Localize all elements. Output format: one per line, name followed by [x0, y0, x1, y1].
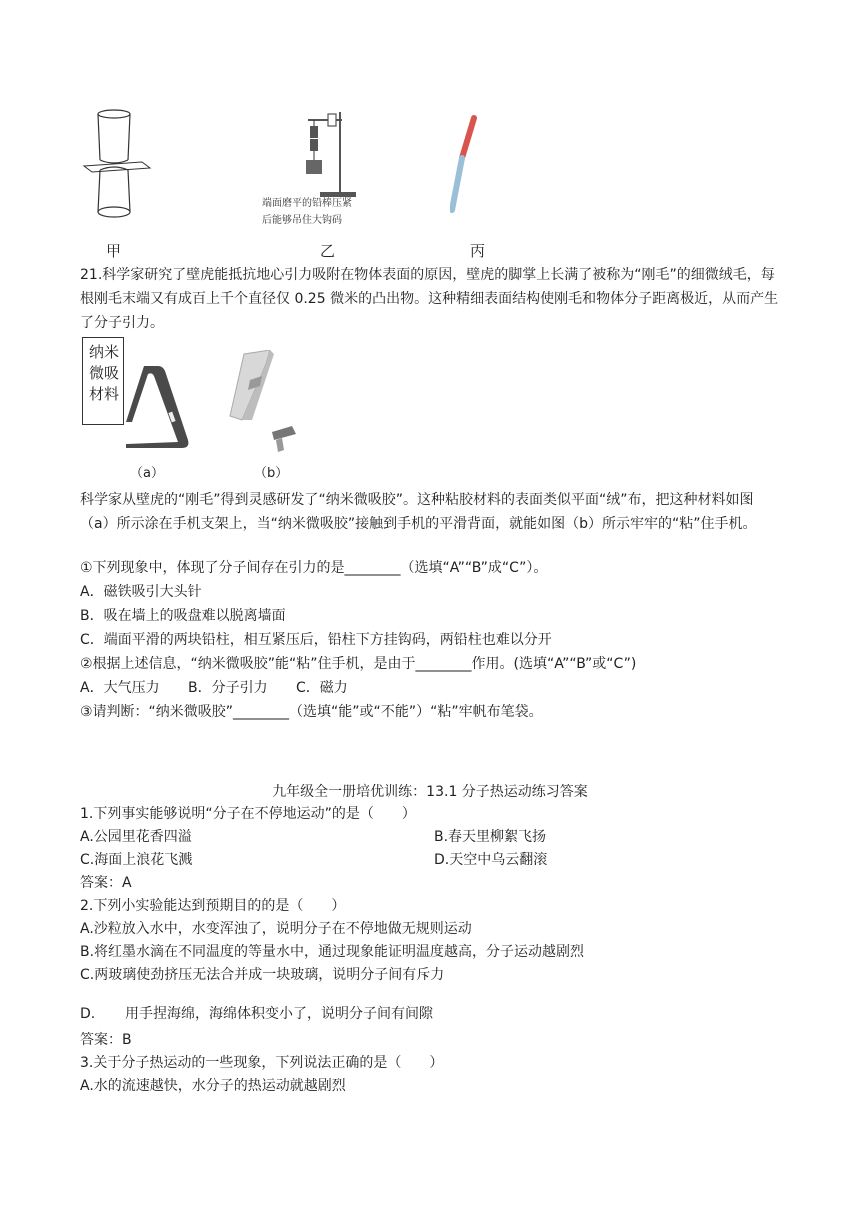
answer-q1-option-d: D.天空中乌云翻滚	[434, 852, 548, 868]
figure-yi-caption-2: 后能够吊住大钩码	[262, 215, 342, 226]
box-line-3: 材料	[89, 385, 120, 403]
q21-sub2-option-b: B．分子引力	[188, 680, 268, 696]
figure-yi-stand	[298, 110, 358, 198]
answer-q1-option-c: C.海面上浪花飞溅	[80, 852, 193, 868]
box-line-2: 微吸	[89, 364, 120, 382]
answer-q2-key: 答案：B	[80, 1032, 132, 1048]
figure-label-b: （b）	[254, 466, 289, 481]
answer-q2-option-d-letter: D.	[80, 1006, 96, 1022]
q21-sub2-option-c: C．磁力	[296, 680, 348, 696]
answer-q3-option-a: A.水的流速越快，水分子的热运动就越剧烈	[80, 1078, 346, 1094]
figure-yi-caption-1: 端面磨平的铅棒压紧	[262, 198, 352, 209]
answer-q2-option-a: A.沙粒放入水中，水变浑浊了，说明分子在不停地做无规则运动	[80, 921, 472, 937]
figure-a-phone-stand	[122, 362, 202, 454]
box-line-1: 纳米	[89, 343, 120, 361]
answer-q1-key: 答案：A	[80, 875, 132, 891]
answer-q3: 3.关于分子热运动的一些现象，下列说法正确的是（ ）	[80, 1055, 444, 1071]
q21-description: 科学家从壁虎的“刚毛”得到灵感研发了“纳米微吸胶”。这种粘胶材料的表面类似平面“绒”布，把这种材料如图（a）所示涂在手机支架上，当“纳米微吸胶”接触到手机的平滑背面，就能如图（b）所示牢牢的“粘”住手机。	[80, 492, 757, 532]
figure-label-bing: 丙	[470, 242, 486, 260]
answer-q2-option-b: B.将红墨水滴在不同温度的等量水中，通过现象能证明温度越高，分子运动越剧烈	[80, 944, 585, 960]
q21-sub1: ①下列现象中，体现了分子间存在引力的是________（选填“A”“B”成“C”）。	[80, 560, 548, 576]
figure-bing-rod	[450, 114, 490, 214]
answer-q2-option-c: C.两玻璃使劲挤压无法合并成一块玻璃，说明分子间有斥力	[80, 967, 445, 983]
q21-sub1-option-a: A．磁铁吸引大头针	[80, 584, 202, 600]
q21-sub3: ③请判断：“纳米微吸胶”________（选填“能”或“不能”）“粘”牢帆布笔袋。	[80, 704, 543, 720]
q21-sub2: ②根据上述信息，“纳米微吸胶”能“粘”住手机，是由于________作用。(选填“A”“B”或“C”)	[80, 656, 637, 672]
answer-q1-option-a: A.公园里花香四溢	[80, 829, 192, 845]
q21-sub1-option-c: C．端面平滑的两块铅柱，相互紧压后，铅柱下方挂钩码，两铅柱也难以分开	[80, 632, 552, 648]
nano-material-label-box	[82, 337, 124, 425]
figure-label-jia: 甲	[106, 242, 122, 260]
answer-q1: 1.下列事实能够说明“分子在不停地运动”的是（ ）	[80, 806, 416, 822]
figure-jia-cylinders	[82, 108, 152, 220]
figure-label-yi: 乙	[320, 242, 336, 260]
answer-q1-option-b: B.春天里柳絮飞扬	[434, 829, 547, 845]
figure-label-a: （a）	[130, 466, 164, 481]
answer-q2: 2.下列小实验能达到预期目的的是（ ）	[80, 898, 346, 914]
figure-b-phone-attached	[222, 350, 306, 454]
answers-title: 九年级全一册培优训练：13.1 分子热运动练习答案	[272, 784, 588, 800]
q21-intro: 21.科学家研究了壁虎能抵抗地心引力吸附在物体表面的原因，壁虎的脚掌上长满了被称为“刚毛”的细微绒毛，每根刚毛末端又有成百上千个直径仅 0.25 微米的凸出物。这种精细表面结构使刚毛和物体分子距离极近，从而产生了分子引力。	[80, 267, 779, 331]
q21-sub2-option-a: A．大气压力	[80, 680, 160, 696]
q21-sub1-option-b: B．吸在墙上的吸盘难以脱离墙面	[80, 608, 286, 624]
answer-q2-option-d: 用手捏海绵，海绵体积变小了，说明分子间有间隙	[125, 1006, 433, 1022]
